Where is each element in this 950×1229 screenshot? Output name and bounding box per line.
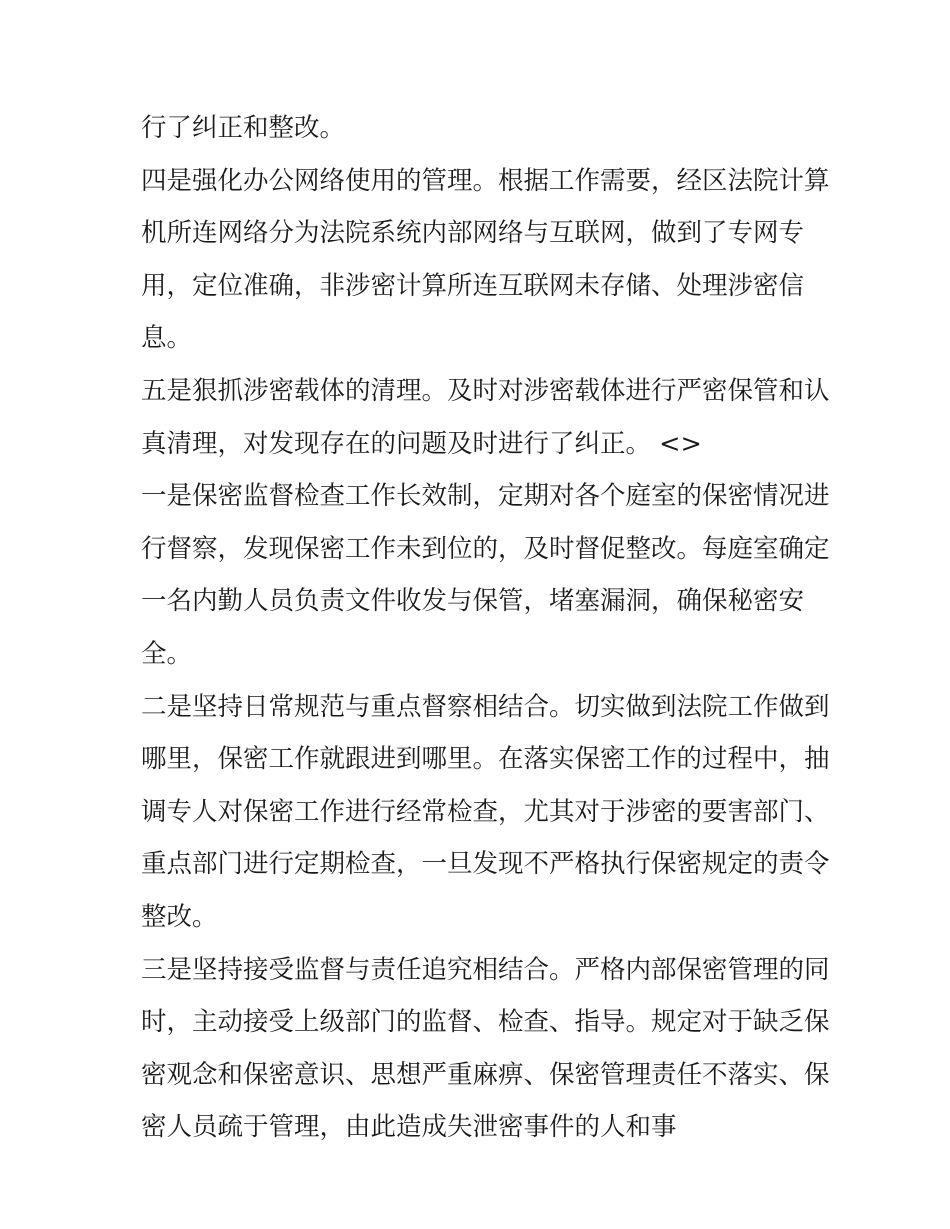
text-line: 一是保密监督检查工作长效制，定期对各个庭室的保密情况进 (141, 481, 830, 512)
document-body (141, 102, 830, 1154)
text-line: 全。 (141, 638, 193, 669)
text-line: 四是强化办公网络使用的管理。根据工作需要，经区法院计算 (141, 165, 830, 196)
text-line: 时，主动接受上级部门的监督、检查、指导。规定对于缺乏保 (141, 1007, 830, 1038)
text-line: 二是坚持日常规范与重点督察相结合。切实做到法院工作做到 (141, 691, 830, 722)
text-line: 三是坚持接受监督与责任追究相结合。严格内部保密管理的同 (141, 954, 830, 985)
text-line: 真清理，对发现存在的问题及时进行了纠正。 <> (141, 428, 702, 459)
text-line: 调专人对保密工作进行经常检查，尤其对于涉密的要害部门、 (141, 796, 830, 827)
text-line: 行了纠正和整改。 (141, 113, 346, 143)
text-line: 行督察，发现保密工作未到位的，及时督促整改。每庭室确定 (141, 533, 830, 564)
text-line: 整改。 (141, 901, 218, 932)
text-line: 重点部门进行定期检查，一旦发现不严格执行保密规定的责令 (141, 849, 830, 880)
text-line: 一名内勤人员负责文件收发与保管，堵塞漏洞，确保秘密安 (141, 586, 805, 617)
text-line: 用，定位准确，非涉密计算所连互联网未存储、处理涉密信 (141, 270, 805, 301)
text-line: 息。 (141, 323, 193, 354)
text-line: 密观念和保密意识、思想严重麻痹、保密管理责任不落实、保 (141, 1059, 830, 1090)
text-line: 密人员疏于管理，由此造成失泄密事件的人和事 (141, 1112, 677, 1143)
text-line: 哪里，保密工作就跟进到哪里。在落实保密工作的过程中，抽 (141, 744, 830, 775)
text-line: 五是狠抓涉密载体的清理。及时对涉密载体进行严密保管和认 (141, 375, 830, 406)
text-line: 机所连网络分为法院系统内部网络与互联网，做到了专网专 (141, 218, 805, 249)
